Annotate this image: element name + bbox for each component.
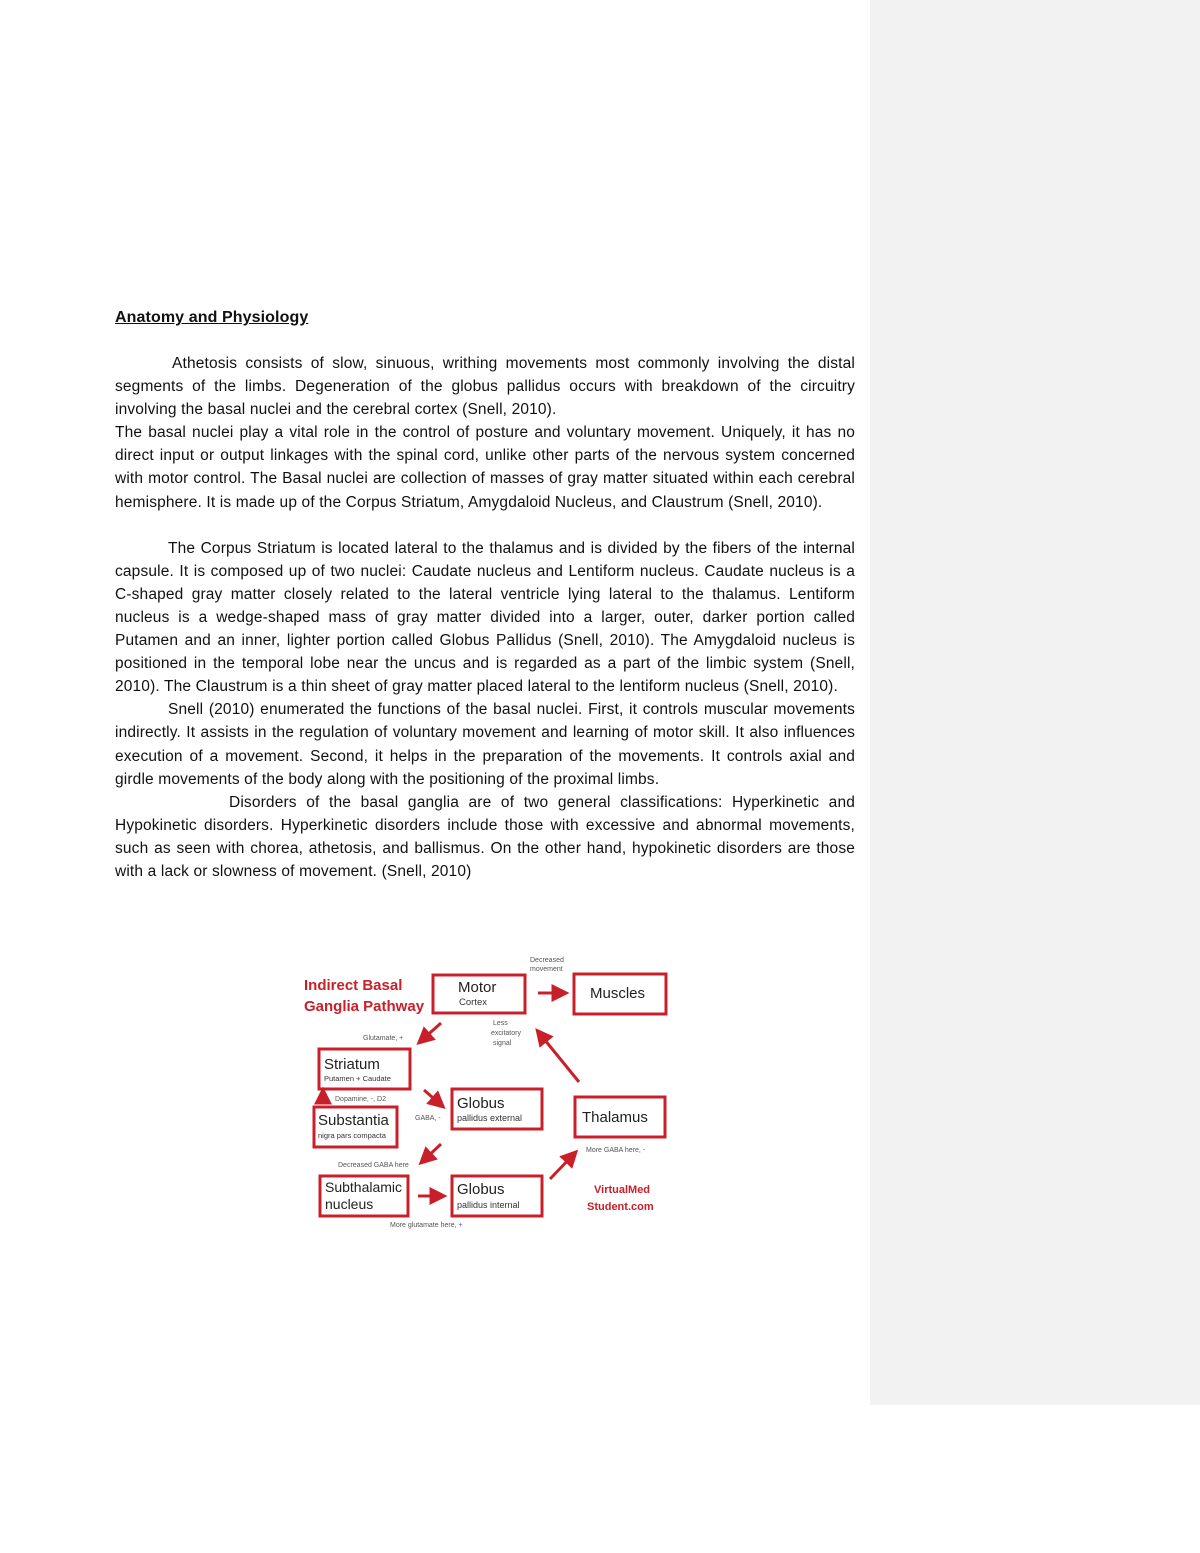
arrow-globus-ext-to-subthalamic (424, 1144, 441, 1160)
logo-line2: Student.com (587, 1201, 654, 1213)
logo-line1: VirtualMed (594, 1184, 651, 1196)
note-gaba: GABA, - (415, 1115, 441, 1122)
motor-cortex-box (433, 975, 525, 1013)
subthalamic-box-sublabel: nucleus (325, 1196, 374, 1212)
striatum-box (319, 1049, 410, 1089)
paragraph-athetosis: Athetosis consists of slow, sinuous, writhing movements most commonly involving the distal segments of the limbs. Degeneration of the globus pallidus occurs with breakdown of the circuitry involving the basal nuclei and the cerebral cortex (Snell, 2010). (115, 355, 855, 419)
paragraph-basal-nuclei: The basal nuclei play a vital role in the control of posture and voluntary movement. Uniquely, it has no direct input or output linkages with the spinal cord, unlike other parts of the nervous system concerned with motor control. The Basal nuclei are collection of masses of gray matter situated within each cerebral hemisphere. It is made up of the Corpus Striatum, Amygdaloid Nucleus, and Claustrum (Snell, 2010). (115, 424, 855, 511)
arrow-motor-to-striatum (422, 1023, 441, 1040)
subthalamic-box-label: Subthalamic (325, 1179, 403, 1195)
section-heading: Anatomy and Physiology (115, 309, 309, 326)
subthalamic-nucleus-box (320, 1176, 408, 1216)
note-more-gaba: More GABA here, - (586, 1147, 646, 1154)
substantia-box-sublabel: nigra pars compacta (318, 1131, 386, 1140)
note-decreased-gaba: Decreased GABA here (338, 1162, 409, 1169)
arrow-globus-int-to-thalamus (550, 1155, 573, 1179)
paragraph-functions: Snell (2010) enumerated the functions of the basal nuclei. First, it controls muscular movements indirectly. It assists in the regulation of voluntary movement and learning of motor skill. It also influences execution of a movement. Second, it helps in the preparation of the movements. It controls axial and girdle movements of the body along with the positioning of the proximal limbs. (115, 701, 855, 788)
globus-ext-box-label: Globus (457, 1095, 505, 1112)
note-dopamine: Dopamine, -, D2 (335, 1096, 386, 1103)
muscles-box-label: Muscles (590, 985, 646, 1002)
diagram-title-line2: Ganglia Pathway (304, 998, 425, 1015)
arrow-thalamus-to-motor (540, 1034, 579, 1082)
note-movement: movement (530, 966, 563, 973)
document-body (115, 352, 855, 883)
substantia-box-label: Substantia (318, 1112, 389, 1129)
substantia-nigra-box (314, 1107, 397, 1147)
motor-box-sublabel: Cortex (459, 997, 487, 1008)
diagram-title-line1: Indirect Basal (304, 977, 403, 994)
globus-ext-box-sublabel: pallidus external (457, 1113, 523, 1123)
note-decreased: Decreased (530, 957, 564, 964)
striatum-box-label: Striatum (324, 1056, 380, 1073)
note-more-glutamate: More glutamate here, + (390, 1222, 463, 1229)
paragraph-corpus-striatum: The Corpus Striatum is located lateral to the thalamus and is divided by the fibers of the internal capsule. It is composed up of two nuclei: Caudate nucleus and Lentiform nucleus. Caudate nucleus is a C-shaped gray matter closely related to the lateral ventricle lying lateral to the thalamus. Lentiform nucleus is a wedge-shaped mass of gray matter divided into a larger, outer, darker portion called Putamen and an inner, lighter portion called Globus Pallidus (Snell, 2010). The Amygdaloid nucleus is positioned in the temporal lobe near the uncus and is regarded as a part of the limbic system (Snell, 2010). The Claustrum is a thin sheet of gray matter placed lateral to the lentiform nucleus (Snell, 2010). (115, 539, 855, 696)
globus-pallidus-external-box (452, 1089, 542, 1129)
note-less: Less (493, 1020, 508, 1027)
motor-box-label: Motor (458, 979, 497, 996)
globus-int-box-label: Globus (457, 1181, 505, 1198)
arrow-striatum-to-globus-ext (424, 1090, 440, 1104)
globus-pallidus-internal-box (452, 1176, 542, 1216)
globus-int-box-sublabel: pallidus internal (457, 1200, 520, 1210)
thalamus-box (575, 1097, 665, 1137)
paragraph-disorders: Disorders of the basal ganglia are of two general classifications: Hyperkinetic and Hypokinetic disorders. Hyperkinetic disorders include those with excessive and abnormal movements, such as seen with chorea, athetosis, and ballismus. On the other hand, hypokinetic disorders are those with a lack or slowness of movement. (Snell, 2010) (115, 793, 855, 880)
note-signal: signal (493, 1040, 512, 1047)
thalamus-box-label: Thalamus (582, 1109, 648, 1126)
indirect-pathway-diagram (300, 952, 675, 1237)
striatum-box-sublabel: Putamen + Caudate (324, 1074, 391, 1083)
comment-pane (870, 0, 1200, 1405)
note-glutamate: Glutamate, + (363, 1035, 404, 1042)
note-excitatory: excitatory (491, 1030, 521, 1037)
muscles-box (574, 974, 666, 1014)
